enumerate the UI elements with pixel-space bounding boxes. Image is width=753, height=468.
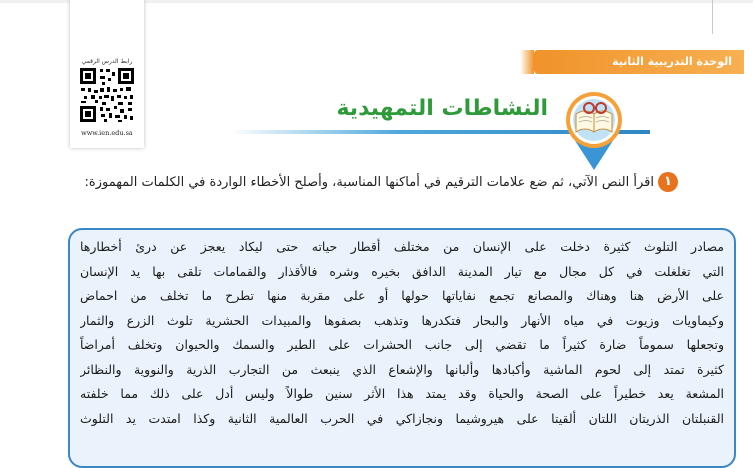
passage-line: المشعة يعد خطيراً على الصحة والحياة وقد يمتد هذا الأثر سنين طوالاً وليس أدل على ذلك مما خلفته [80, 386, 724, 401]
question-number-badge: ١ [658, 172, 678, 192]
question-text: اقرأ النص الآتي، ثم ضع علامات الترقيم في أماكنها المناسبة، وأصلح الأخطاء الواردة في الكلمات المهموزة: [84, 175, 654, 190]
qr-code-icon[interactable] [78, 66, 136, 124]
qr-url[interactable]: www.ien.edu.sa [81, 129, 133, 137]
passage-line: كثيرة تمتد إلى لحوم الماشية وأكبادها وألبانها والإشعاع الذي ينبعث من التجارب الذرية والنووية والنظائر [80, 361, 724, 377]
qr-caption: رابط الدرس الرقمي [81, 58, 133, 65]
unit-bar-fade [520, 50, 534, 74]
page-title: النشاطات التمهيدية [336, 96, 548, 121]
passage-line: وتجعلها سموماً ضارة كثيراً ما تقضي إلى جانب الحشرات على الطير والسمك والحيوان وتخلف أمراضاً [80, 337, 724, 352]
passage-line: القنبلتان الذريتان اللتان ألقيتا على هيروشيما ونجازاكي في الحرب العالمية الثانية وكذا امتدت يد التلوث [80, 410, 724, 426]
corner-line [712, 0, 713, 34]
passage-line: التي تغلغلت في كل مجال مع تيار المدينة الدافق بخيره وشره فالأقذار والقمامات تلقى بها يد الإنسان [80, 263, 724, 279]
unit-label-bar: الوحدة التدريبية الثانية [534, 50, 744, 74]
passage-line: وكيماويات وزيوت في مياه الأنهار والبحار فتكدرها وتذهب بصفوها والمبيدات الحشرية تلوث الزرع والثمار [80, 312, 724, 328]
passage-line: على الأرض هنا وهناك والمصانع تجمع نفاياتها حولها أو على مقربة منها تطرح ما تخلف من احماض [80, 288, 724, 303]
passage-line: مصادر التلوث كثيرة دخلت على الإنسان من مختلف أقطار حياته حتى ليكاد يعجز عن درئ أخطارها [80, 239, 724, 254]
qr-card[interactable] [70, 0, 144, 148]
book-glasses-icon [558, 80, 630, 170]
passage-box [68, 228, 736, 468]
